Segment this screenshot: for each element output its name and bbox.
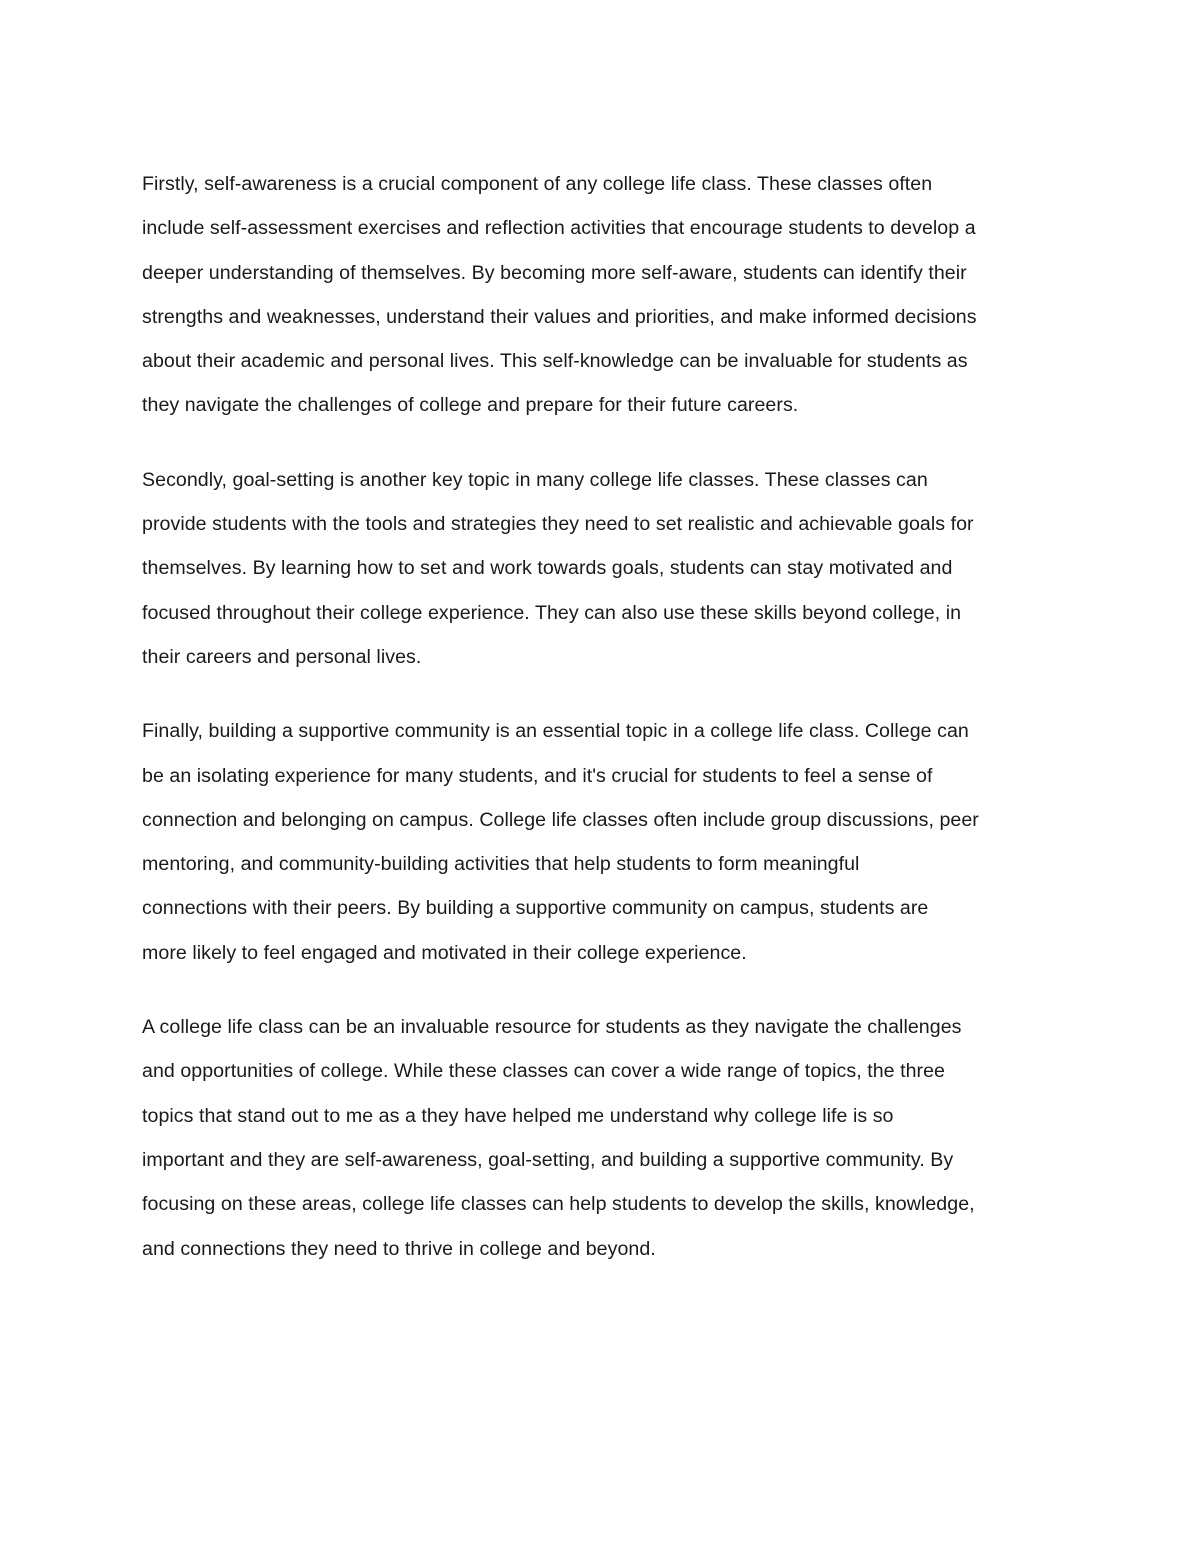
paragraph-conclusion [142,1005,1067,1271]
text-line: about their academic and personal lives. This self-knowledge can be invaluable for students as [142,350,968,373]
text-line: Finally, building a supportive community is an essential topic in a college life class. College can [142,720,969,743]
text-line: Secondly, goal-setting is another key topic in many college life classes. These classes can [142,468,928,491]
paragraph-self-awareness [142,162,1067,428]
text-line: strengths and weaknesses, understand their values and priorities, and make informed decisions [142,305,977,328]
text-line: focusing on these areas, college life classes can help students to develop the skills, knowledge, [142,1193,975,1216]
text-line: A college life class can be an invaluable resource for students as they navigate the challenges [142,1016,962,1039]
text-line: provide students with the tools and strategies they need to set realistic and achievable goals for [142,513,974,536]
text-line: deeper understanding of themselves. By becoming more self-aware, students can identify their [142,261,967,284]
text-line: and connections they need to thrive in college and beyond. [142,1237,656,1260]
text-line: include self-assessment exercises and reflection activities that encourage students to develop a [142,217,976,240]
text-line: more likely to feel engaged and motivated in their college experience. [142,941,747,964]
text-line: Firstly, self-awareness is a crucial component of any college life class. These classes often [142,173,933,195]
text-line: themselves. By learning how to set and work towards goals, students can stay motivated and [142,557,953,580]
text-line: focused throughout their college experience. They can also use these skills beyond college, in [142,601,962,624]
text-line: connections with their peers. By building a supportive community on campus, students are [142,897,929,920]
text-line: their careers and personal lives. [142,645,422,668]
text-line: they navigate the challenges of college and prepare for their future careers. [142,394,799,417]
paragraph-goal-setting [142,458,1067,679]
paragraph-supportive-community [142,709,1067,975]
text-line: and opportunities of college. While these classes can cover a wide range of topics, the three [142,1060,946,1083]
text-line: mentoring, and community-building activities that help students to form meaningful [142,853,860,876]
document-body [142,162,1067,1301]
text-line: be an isolating experience for many students, and it's crucial for students to feel a sense of [142,764,933,787]
text-line: important and they are self-awareness, goal-setting, and building a supportive community. By [142,1148,954,1171]
text-line: topics that stand out to me as a they have helped me understand why college life is so [142,1104,894,1127]
text-line: connection and belonging on campus. College life classes often include group discussions, peer [142,808,979,831]
